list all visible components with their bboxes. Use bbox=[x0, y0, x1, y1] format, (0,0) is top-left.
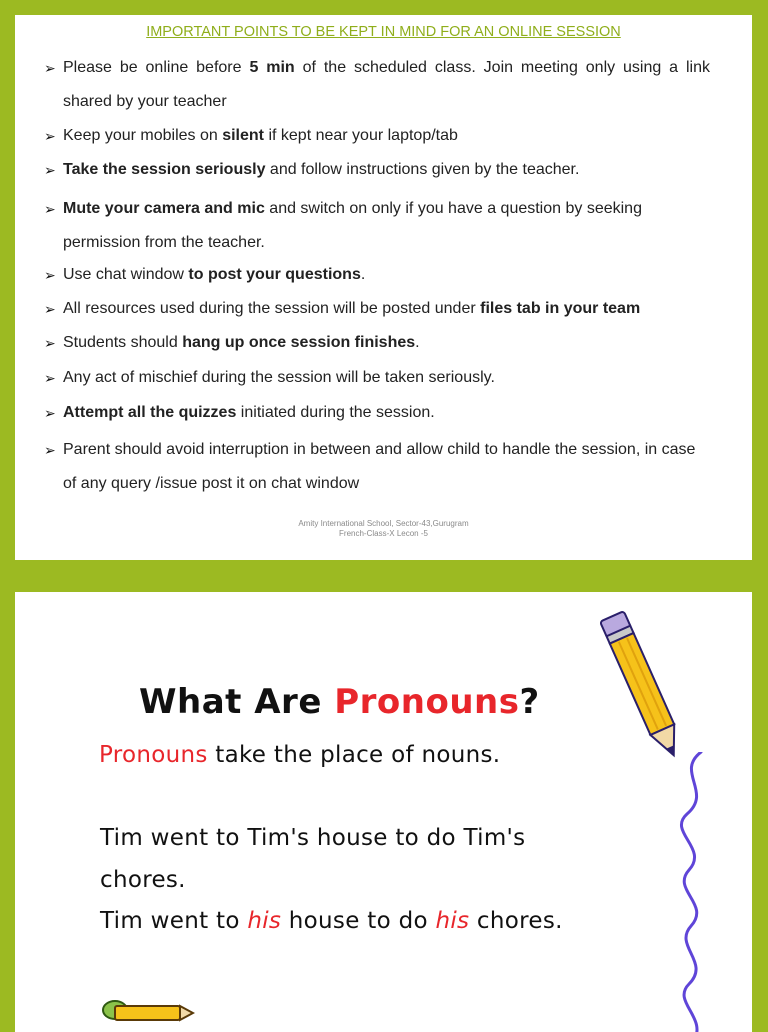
arrow-bullet-icon: ➢ bbox=[44, 201, 56, 217]
slide-online-session-rules bbox=[15, 15, 752, 560]
definition-text: Pronouns take the place of nouns. bbox=[99, 742, 501, 768]
list-item: ➢ Mute your camera and mic and switch on only if you have a question by seeking permission from the teacher. bbox=[45, 192, 710, 260]
list-item: ➢ Please be online before 5 min of the scheduled class. Join meeting only using a link shared by your teacher bbox=[45, 51, 710, 119]
example-line-1: Tim went to Tim's house to do Tim's bbox=[100, 825, 526, 851]
arrow-bullet-icon: ➢ bbox=[44, 370, 56, 386]
list-item: ➢ Students should hang up once session finishes. bbox=[45, 326, 710, 360]
arrow-bullet-icon: ➢ bbox=[44, 60, 56, 76]
arrow-bullet-icon: ➢ bbox=[44, 405, 56, 421]
list-item: ➢ Attempt all the quizzes initiated during the session. bbox=[45, 396, 710, 430]
example-line-2: chores. bbox=[100, 867, 186, 893]
arrow-bullet-icon: ➢ bbox=[44, 301, 56, 317]
list-item: ➢ Take the session seriously and follow instructions given by the teacher. bbox=[45, 153, 710, 187]
footer-school: Amity International School, Sector-43,Gurugram bbox=[298, 519, 469, 528]
footer-class: French-Class-X Lecon -5 bbox=[339, 529, 428, 538]
list-item: ➢ Keep your mobiles on silent if kept near your laptop/tab bbox=[45, 119, 710, 153]
arrow-bullet-icon: ➢ bbox=[44, 267, 56, 283]
pencil-icon bbox=[85, 996, 195, 1032]
squiggle-line-icon bbox=[665, 752, 720, 1032]
list-item: ➢ Use chat window to post your questions. bbox=[45, 258, 710, 292]
list-item: ➢ Parent should avoid interruption in between and allow child to handle the session, in case of any query /issue post it on chat window bbox=[45, 433, 710, 501]
slide-title: IMPORTANT POINTS TO BE KEPT IN MIND FOR AN ONLINE SESSION bbox=[146, 24, 621, 40]
arrow-bullet-icon: ➢ bbox=[44, 162, 56, 178]
slide-footer bbox=[15, 519, 752, 539]
slide-heading: What Are Pronouns? bbox=[139, 682, 540, 722]
example-line-3: Tim went to his house to do his chores. bbox=[100, 908, 563, 934]
list-item: ➢ Any act of mischief during the session will be taken seriously. bbox=[45, 361, 710, 395]
arrow-bullet-icon: ➢ bbox=[44, 335, 56, 351]
pencil-icon bbox=[587, 604, 697, 769]
slide-pronouns bbox=[15, 592, 752, 1032]
arrow-bullet-icon: ➢ bbox=[44, 442, 56, 458]
list-item: ➢ All resources used during the session will be posted under files tab in your team bbox=[45, 292, 710, 326]
arrow-bullet-icon: ➢ bbox=[44, 128, 56, 144]
